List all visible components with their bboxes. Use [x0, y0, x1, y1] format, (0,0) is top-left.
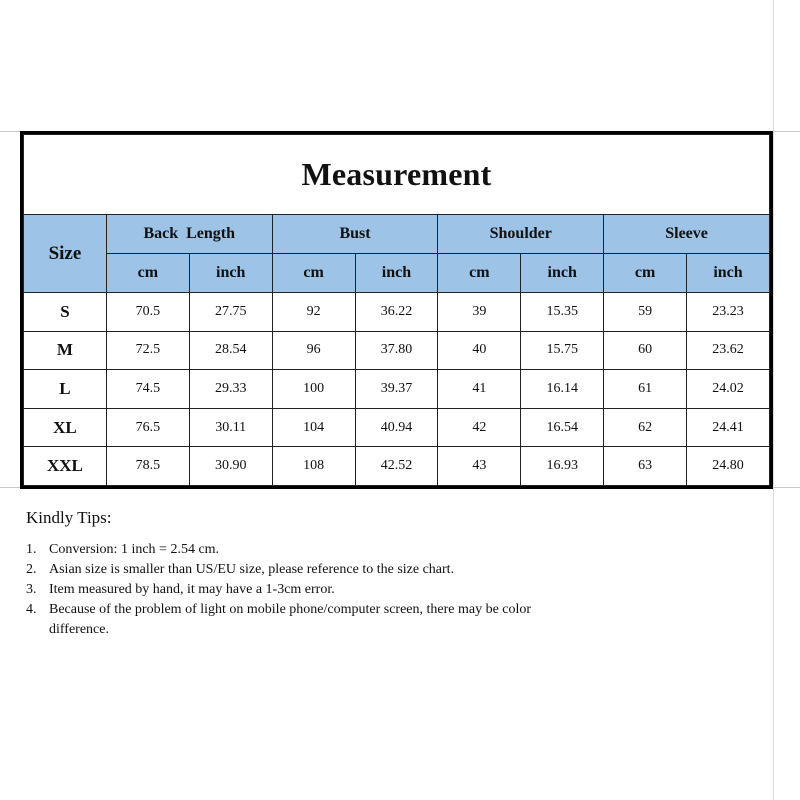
list-number: 3.	[26, 582, 37, 597]
table-cell: 23.23	[687, 293, 770, 332]
table-cell: 74.5	[106, 370, 189, 409]
table-cell: 42	[438, 408, 521, 447]
table-cell: 30.11	[189, 408, 272, 447]
list-text: Item measured by hand, it may have a 1-3cm error.	[49, 582, 335, 597]
table-cell: 16.93	[521, 447, 604, 486]
table-cell: 100	[272, 370, 355, 409]
table-cell: 40	[438, 331, 521, 370]
list-number: 4.	[26, 602, 37, 617]
size-table	[23, 134, 770, 486]
unit-header: inch	[189, 254, 272, 293]
tips-title: Kindly Tips:	[26, 508, 112, 527]
unit-header: cm	[272, 254, 355, 293]
table-cell: 28.54	[189, 331, 272, 370]
table-cell: 41	[438, 370, 521, 409]
table-cell: 30.90	[189, 447, 272, 486]
table-cell: 15.75	[521, 331, 604, 370]
size-label: XL	[24, 408, 107, 447]
table-row	[24, 331, 770, 370]
unit-header-row	[24, 254, 770, 293]
table-cell: 63	[604, 447, 687, 486]
kindly-tips	[26, 508, 626, 640]
table-cell: 96	[272, 331, 355, 370]
table-cell: 61	[604, 370, 687, 409]
table-cell: 76.5	[106, 408, 189, 447]
table-cell: 40.94	[355, 408, 438, 447]
table-cell: 15.35	[521, 293, 604, 332]
group-header-row	[24, 215, 770, 254]
size-label: S	[24, 293, 107, 332]
table-row	[24, 408, 770, 447]
list-text: Because of the problem of light on mobile phone/computer screen, there may be color difference.	[49, 602, 532, 637]
list-item	[26, 580, 626, 600]
list-number: 2.	[26, 562, 37, 577]
group-header-back-length: Back Length	[106, 215, 272, 254]
table-row	[24, 293, 770, 332]
unit-header: inch	[687, 254, 770, 293]
size-label: M	[24, 331, 107, 370]
table-cell: 27.75	[189, 293, 272, 332]
table-cell: 23.62	[687, 331, 770, 370]
table-cell: 104	[272, 408, 355, 447]
list-item	[26, 540, 626, 560]
unit-header: inch	[355, 254, 438, 293]
table-cell: 60	[604, 331, 687, 370]
unit-header: cm	[106, 254, 189, 293]
unit-header: cm	[604, 254, 687, 293]
table-cell: 24.80	[687, 447, 770, 486]
table-cell: 108	[272, 447, 355, 486]
table-row	[24, 447, 770, 486]
table-cell: 70.5	[106, 293, 189, 332]
table-cell: 24.41	[687, 408, 770, 447]
size-label: XXL	[24, 447, 107, 486]
table-cell: 62	[604, 408, 687, 447]
size-chart	[20, 131, 773, 489]
table-cell: 72.5	[106, 331, 189, 370]
tips-list	[26, 540, 626, 640]
list-item	[26, 600, 626, 640]
size-column-header: Size	[24, 215, 107, 293]
table-cell: 39.37	[355, 370, 438, 409]
table-cell: 24.02	[687, 370, 770, 409]
table-cell: 39	[438, 293, 521, 332]
list-text: Conversion: 1 inch = 2.54 cm.	[49, 542, 220, 557]
group-header-sleeve: Sleeve	[604, 215, 770, 254]
table-cell: 43	[438, 447, 521, 486]
table-cell: 37.80	[355, 331, 438, 370]
table-cell: 42.52	[355, 447, 438, 486]
table-cell: 59	[604, 293, 687, 332]
size-label: L	[24, 370, 107, 409]
table-cell: 78.5	[106, 447, 189, 486]
table-title: Measurement	[24, 135, 770, 215]
unit-header: cm	[438, 254, 521, 293]
list-text: Asian size is smaller than US/EU size, please reference to the size chart.	[49, 562, 455, 577]
title-row	[24, 135, 770, 215]
table-cell: 16.14	[521, 370, 604, 409]
list-number: 1.	[26, 542, 37, 557]
unit-header: inch	[521, 254, 604, 293]
table-cell: 92	[272, 293, 355, 332]
table-cell: 29.33	[189, 370, 272, 409]
table-row	[24, 370, 770, 409]
table-cell: 36.22	[355, 293, 438, 332]
list-item	[26, 560, 626, 580]
table-cell: 16.54	[521, 408, 604, 447]
group-header-shoulder: Shoulder	[438, 215, 604, 254]
group-header-bust: Bust	[272, 215, 438, 254]
page-divider-right	[773, 0, 774, 800]
